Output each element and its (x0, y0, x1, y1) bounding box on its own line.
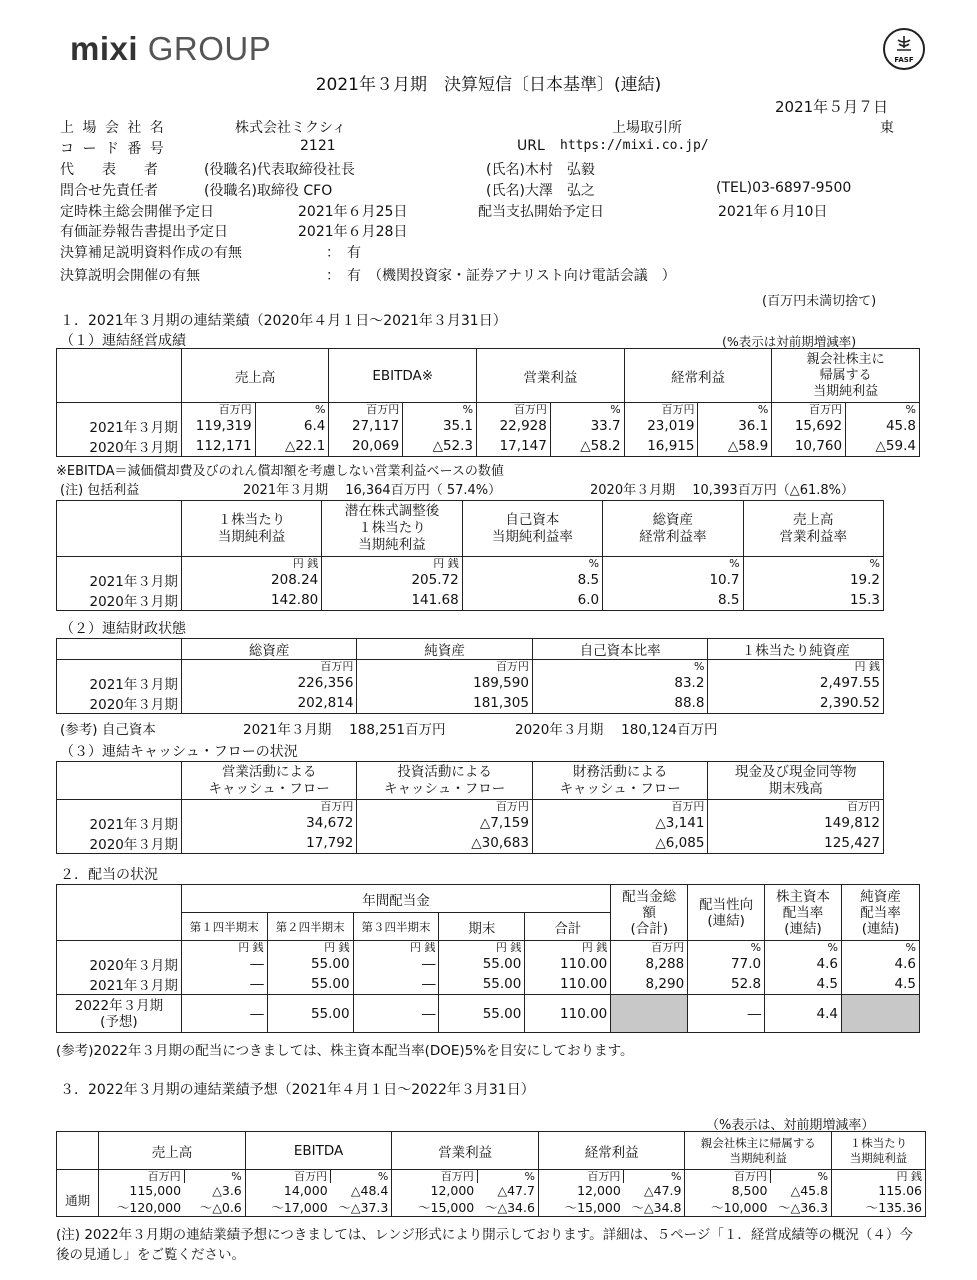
header-diluted-eps: 潜在株式調整後 １株当たり 当期純利益 (322, 501, 462, 557)
units-row: 百万円 % 百万円 % 百万円 % 百万円 % 百万円 % (57, 403, 920, 417)
rep-label: 代 表 者 (60, 162, 158, 178)
table-row: 2021年３月期 34,672 △7,159 △3,141 149,812 (57, 813, 884, 833)
table-row: ～120,000 ～△0.6 ～17,000 ～△37.3 ～15,000 ～△34.6 ～15,000 ～△34.8 ～10,000 ～△36.3 ～135.36 (57, 1198, 926, 1217)
ci-label: (注) 包括利益 (60, 483, 140, 498)
header-total-assets: 総資産 (181, 639, 357, 660)
table-row: 2020年３月期 202,814 181,305 88.8 2,390.52 (57, 693, 884, 714)
section1-sub2: （２）連結財政状態 (60, 621, 186, 637)
units-row: 百万円 百万円 百万円 百万円 (57, 800, 884, 814)
units-row: 円 銭 円 銭 円 銭 円 銭 円 銭 百万円 % % % (57, 941, 920, 955)
fc-header-ebitda: EBITDA (245, 1132, 392, 1170)
header-payout-ratio: 配当性向 (連結) (688, 885, 765, 941)
header-eps: １株当たり 当期純利益 (181, 501, 321, 557)
equity-2020: 2020年３月期 180,124百万円 (515, 722, 718, 738)
header-q1: 第１四半期末 (181, 913, 267, 941)
header-investing-cf: 投資活動による キャッシュ・フロー (357, 762, 533, 800)
code-label: コ ー ド 番 号 (60, 141, 166, 157)
header-op-margin: 売上高 営業利益率 (743, 501, 883, 557)
header-year-end: 期末 (439, 913, 525, 941)
header-equity-ratio: 自己資本比率 (532, 639, 708, 660)
url-label: URL (517, 138, 545, 154)
exchange-value: 東 (880, 120, 894, 136)
release-date: 2021年５月７日 (775, 98, 889, 116)
company-url-link[interactable]: https://mixi.co.jp/ (560, 138, 709, 153)
exchange-label: 上場取引所 (612, 120, 682, 136)
table-row: 2021年３月期 208.24 205.72 8.5 10.7 19.2 (57, 570, 884, 590)
supp-label: 決算補足説明資料作成の有無 (60, 245, 242, 261)
ci-2021: 2021年３月期 16,364百万円（ 57.4%） (243, 483, 502, 498)
section2-title: ２．配当の状況 (60, 867, 158, 883)
header-bps: １株当たり純資産 (708, 639, 884, 660)
fc-header-op-income: 営業利益 (392, 1132, 539, 1170)
company-label: 上 場 会 社 名 (60, 120, 166, 136)
header-operating-cf: 営業活動による キャッシュ・フロー (181, 762, 357, 800)
contact-name: (氏名)大澤 弘之 (486, 183, 595, 199)
table-row: 通期 115,000 △3.6 14,000 △48.4 12,000 △47.7 12,000 △47.9 8,500 △45.8 115.06 (57, 1183, 926, 1198)
fc-header-eps: １株当たり 当期純利益 (832, 1132, 926, 1170)
header-net-income: 親会社株主に 帰属する 当期純利益 (772, 349, 920, 403)
dividend-table (56, 884, 920, 1033)
shaded-cell (611, 995, 688, 1033)
table-row: 2021年３月期 ― 55.00 ― 55.00 110.00 8,290 52.8 4.5 4.5 (57, 974, 920, 995)
per-share-table (56, 500, 884, 611)
header-financing-cf: 財務活動による キャッシュ・フロー (532, 762, 708, 800)
div-pay-label: 配当支払開始予定日 (478, 204, 604, 220)
table-row: 2020年３月期 17,792 △30,683 △6,085 125,427 (57, 833, 884, 854)
cash-flow-table (56, 761, 884, 854)
div-pay-date: 2021年６月10日 (718, 204, 828, 220)
company-name: 株式会社ミクシィ (235, 120, 347, 136)
logo-group: GROUP (147, 30, 272, 67)
report-label: 有価証券報告書提出予定日 (60, 224, 228, 240)
pct-note: (%表示は対前期増減率) (722, 334, 857, 349)
fasf-badge-text: FASF (894, 56, 914, 64)
section3-title: ３．2022年３月期の連結業績予想（2021年４月１日～2022年３月31日） (60, 1082, 535, 1098)
header-total-dividend: 配当金総 額 (合計) (611, 885, 688, 941)
units-row: 円 銭 円 銭 % % % (57, 557, 884, 571)
fc-row-label: 通期 (57, 1183, 99, 1217)
equity-2021: 2021年３月期 188,251百万円 (243, 722, 446, 738)
header-sales: 売上高 (181, 349, 329, 403)
header-roa: 総資産 経常利益率 (603, 501, 743, 557)
fc-header-ordinary: 経常利益 (538, 1132, 685, 1170)
forecast-note: (注) 2022年３月期の連結業績予想につきましては、レンジ形式により開示しております。詳細は、５ページ「１．経営成績等の概況（４）今後の見通し」をご覧ください。 (56, 1227, 913, 1263)
shaded-cell (842, 995, 920, 1033)
header-annual-dividend: 年間配当金 (181, 885, 610, 913)
ebitda-note: ※EBITDA＝減価償却費及びのれん償却額を考慮しない営業利益ベースの数値 (56, 464, 504, 479)
corner-cell (57, 349, 182, 403)
units-row: 百万円 百万円 % 円 銭 (57, 660, 884, 674)
header-total: 合計 (525, 913, 611, 941)
header-q2: 第２四半期末 (267, 913, 353, 941)
header-op-income: 営業利益 (477, 349, 625, 403)
financial-position-table (56, 638, 884, 714)
code-value: 2121 (300, 138, 336, 154)
agm-date: 2021年６月25日 (298, 204, 408, 220)
brief-value: ： 有 （機関投資家・証券アナリスト向け電話会議 ） (326, 268, 676, 284)
supp-value: ： 有 (326, 245, 361, 261)
contact-title: (役職名)取締役 CFO (204, 183, 333, 199)
section1-title: １．2021年３月期の連結業績（2020年４月１日～2021年３月31日） (60, 313, 507, 329)
rep-name: (氏名)木村 弘毅 (486, 162, 595, 178)
rep-title: (役職名)代表取締役社長 (204, 162, 355, 178)
fc-header-net-income: 親会社株主に帰属する 当期純利益 (685, 1132, 832, 1170)
table-row: 2021年３月期 119,319 6.4 27,117 35.1 22,928 33.7 23,019 36.1 15,692 45.8 (57, 416, 920, 436)
contact-label: 問合せ先責任者 (60, 183, 158, 199)
report-date: 2021年６月28日 (298, 224, 408, 240)
table-row: 2020年３月期 142.80 141.68 6.0 8.5 15.3 (57, 590, 884, 611)
logo-brand: mixi (70, 30, 139, 67)
header-net-assets: 純資産 (357, 639, 533, 660)
fasf-badge-icon (883, 28, 925, 70)
contact-tel: (TEL)03-6897-9500 (716, 180, 852, 196)
ci-2020: 2020年３月期 10,393百万円（△61.8%） (590, 483, 854, 498)
units-row: 百万円 % 百万円 % 百万円 % 百万円 % 百万円 % 円 銭 (57, 1170, 926, 1184)
forecast-table (56, 1131, 926, 1217)
header-q3: 第３四半期末 (353, 913, 439, 941)
dividend-note: (参考)2022年３月期の配当につきましては、株主資本配当率(DOE)5%を目安にしております。 (56, 1043, 634, 1059)
brief-label: 決算説明会開催の有無 (60, 268, 200, 284)
header-ordinary-income: 経常利益 (624, 349, 772, 403)
document-title: 2021年３月期 決算短信〔日本基準〕(連結) (315, 75, 662, 95)
forecast-pct-note: （%表示は、対前期増減率） (706, 1118, 875, 1133)
header-doe: 株主資本 配当率 (連結) (765, 885, 842, 941)
section1-sub3: （３）連結キャッシュ・フローの状況 (60, 744, 298, 760)
header-cash-balance: 現金及び現金同等物 期末残高 (708, 762, 884, 800)
equity-label: (参考) 自己資本 (60, 722, 156, 738)
fc-header-sales: 売上高 (99, 1132, 246, 1170)
section1-sub1: （１）連結経営成績 (60, 333, 186, 349)
table-row: 2020年３月期 112,171 △22.1 20,069 △52.3 17,147 △58.2 16,915 △58.9 10,760 △59.4 (57, 436, 920, 457)
header-net-asset-div: 純資産 配当率 (連結) (842, 885, 920, 941)
header-ebitda: EBITDA※ (329, 349, 477, 403)
header-roe: 自己資本 当期純利益率 (462, 501, 602, 557)
mixi-group-logo (70, 30, 271, 68)
rounding-note: (百万円未満切捨て) (762, 294, 877, 309)
agm-label: 定時株主総会開催予定日 (60, 204, 214, 220)
operating-results-table (56, 348, 920, 457)
table-row: 2022年３月期 (予想) ― 55.00 ― 55.00 110.00 ― 4.4 (57, 995, 920, 1033)
table-row: 2021年３月期 226,356 189,590 83.2 2,497.55 (57, 673, 884, 693)
table-row: 2020年３月期 ― 55.00 ― 55.00 110.00 8,288 77.0 4.6 4.6 (57, 954, 920, 974)
